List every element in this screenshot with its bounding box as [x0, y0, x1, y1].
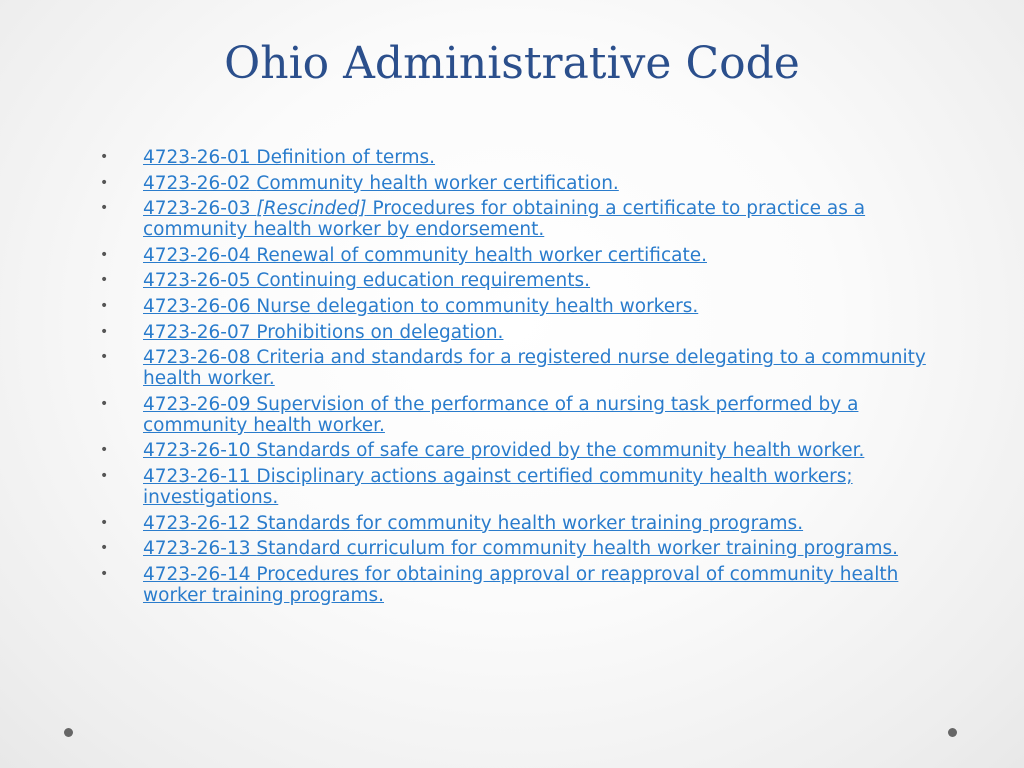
bullet-icon: • — [100, 349, 109, 366]
bullet-icon: • — [100, 395, 109, 412]
rule-code: 4723-26-06 — [143, 295, 251, 317]
rule-link-4723-26-07[interactable] — [143, 322, 503, 343]
rule-list-item — [100, 564, 940, 606]
rule-code: 4723-26-11 — [143, 465, 251, 487]
rule-link-4723-26-08[interactable] — [143, 347, 926, 389]
rule-title: Standards of safe care provided by the community health worker. — [256, 440, 865, 462]
rule-code: 4723-26-08 — [143, 347, 251, 369]
rule-link-4723-26-13[interactable] — [143, 538, 898, 559]
rule-list-item — [100, 466, 940, 508]
corner-dot-left — [64, 728, 73, 737]
rule-title: Continuing education requirements. — [256, 270, 591, 292]
rule-list-item — [100, 198, 940, 240]
rule-title: Supervision of the performance of a nursing task performed by a community health worker. — [143, 393, 859, 436]
rule-title: Community health worker certification. — [256, 172, 619, 194]
rule-list-item — [100, 440, 940, 461]
rule-link-4723-26-10[interactable] — [143, 440, 864, 461]
rule-code: 4723-26-14 — [143, 563, 251, 585]
bullet-icon: • — [100, 323, 109, 340]
bullet-icon: • — [100, 200, 109, 217]
rule-title: Procedures for obtaining approval or reapproval of community health worker training programs. — [143, 563, 899, 606]
rule-code: 4723-26-02 — [143, 172, 251, 194]
rule-title: Criteria and standards for a registered nurse delegating to a community health worker. — [143, 347, 926, 390]
rule-list-item — [100, 538, 940, 559]
rule-list-item — [100, 394, 940, 436]
rule-title: Disciplinary actions against certified community health workers; investigations. — [143, 465, 853, 508]
rule-link-4723-26-01[interactable] — [143, 147, 435, 168]
rule-code: 4723-26-12 — [143, 512, 251, 534]
rule-title: Standard curriculum for community health worker training programs. — [256, 538, 899, 560]
rule-code: 4723-26-05 — [143, 270, 251, 292]
rule-title: Nurse delegation to community health workers. — [256, 295, 699, 317]
rule-title: Prohibitions on delegation. — [256, 321, 504, 343]
bullet-icon: • — [100, 514, 109, 531]
bullet-icon: • — [100, 467, 109, 484]
rule-list-item — [100, 270, 940, 291]
corner-dot-right — [948, 728, 957, 737]
rule-code: 4723-26-03 — [143, 198, 251, 220]
bullet-icon: • — [100, 565, 109, 582]
rule-code: 4723-26-10 — [143, 440, 251, 462]
rule-link-list — [100, 147, 940, 610]
rule-link-4723-26-11[interactable] — [143, 466, 853, 508]
rule-title: Renewal of community health worker certificate. — [256, 244, 707, 266]
rule-list-item — [100, 513, 940, 534]
rule-list-item — [100, 245, 940, 266]
rule-title: Procedures for obtaining a certificate to practice as a community health worker by endorsement. — [143, 198, 866, 241]
bullet-icon: • — [100, 149, 109, 165]
rule-link-4723-26-12[interactable] — [143, 513, 803, 534]
rule-link-4723-26-02[interactable] — [143, 173, 619, 194]
rule-link-4723-26-14[interactable] — [143, 564, 898, 606]
bullet-icon: • — [100, 442, 109, 459]
rule-code: 4723-26-09 — [143, 393, 251, 415]
rule-status-note: [Rescinded] — [256, 198, 367, 220]
rule-title: Definition of terms. — [256, 147, 436, 168]
bullet-icon: • — [100, 246, 109, 263]
rule-link-4723-26-06[interactable] — [143, 296, 698, 317]
rule-code: 4723-26-07 — [143, 321, 251, 343]
bullet-icon: • — [100, 174, 109, 191]
rule-code: 4723-26-04 — [143, 244, 251, 266]
rule-list-item — [100, 173, 940, 194]
bullet-icon: • — [100, 540, 109, 557]
slide-title: Ohio Administrative Code — [224, 38, 800, 89]
rule-link-4723-26-03[interactable] — [143, 198, 865, 240]
rule-code: 4723-26-13 — [143, 538, 251, 560]
rule-list-item — [100, 347, 940, 389]
rule-code: 4723-26-01 — [143, 147, 251, 168]
rule-link-4723-26-05[interactable] — [143, 270, 590, 291]
bullet-icon: • — [100, 297, 109, 314]
rule-title: Standards for community health worker training programs. — [256, 512, 804, 534]
bullet-icon: • — [100, 272, 109, 289]
rule-list-item — [100, 296, 940, 317]
rule-list-item — [100, 322, 940, 343]
rule-link-4723-26-09[interactable] — [143, 394, 858, 436]
rule-list-item — [100, 147, 940, 168]
rule-link-4723-26-04[interactable] — [143, 245, 707, 266]
